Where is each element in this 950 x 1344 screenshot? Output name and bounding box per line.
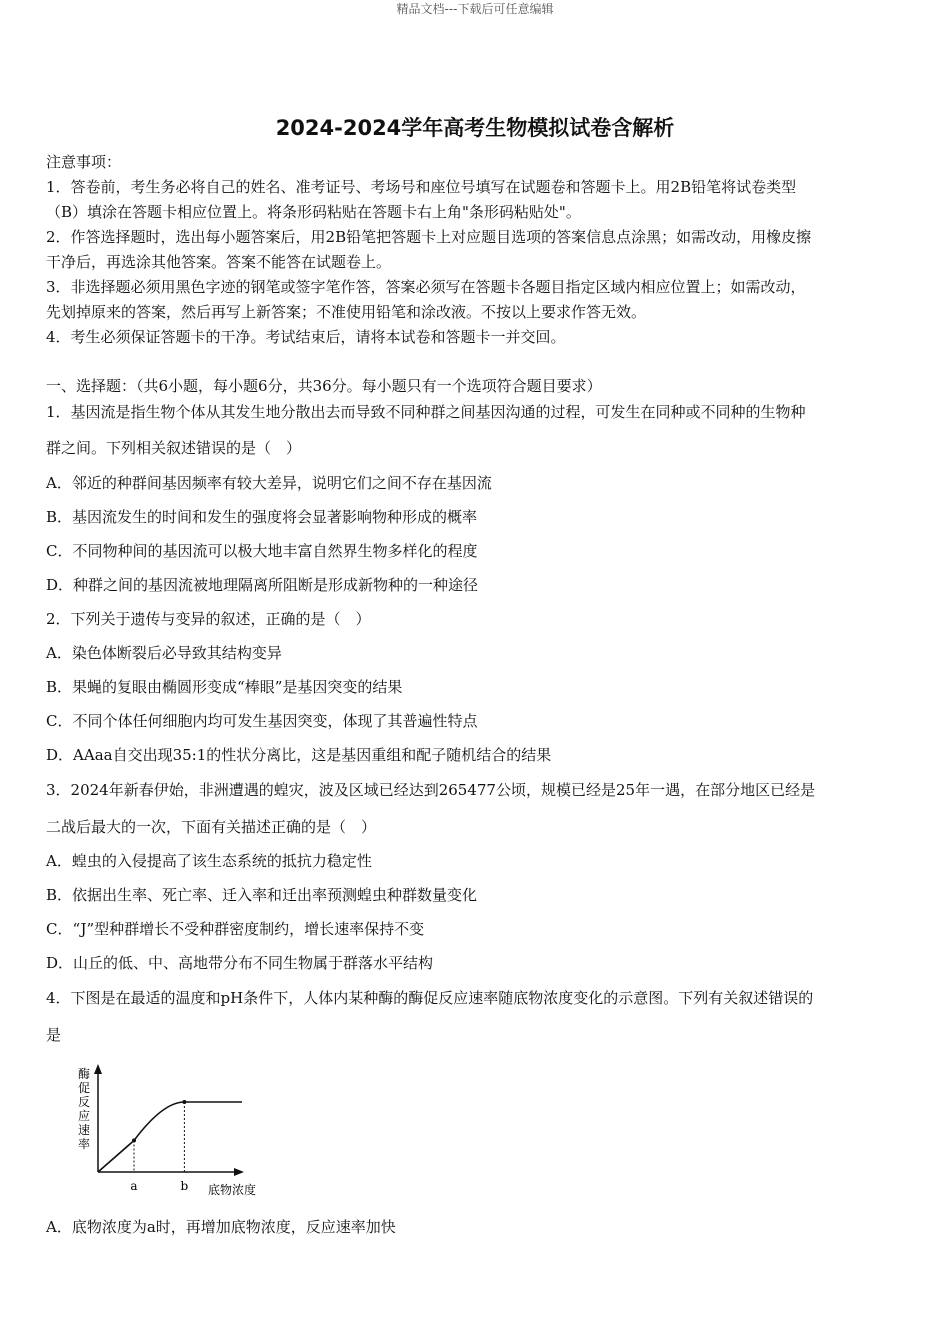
y-axis-label-char: 促 — [78, 1081, 91, 1095]
question-3-option-c: C．“J”型种群增长不受种群密度制约，增长速率保持不变 — [46, 920, 425, 938]
question-3-stem-cont: 二战后最大的一次，下面有关描述正确的是（ ） — [46, 818, 377, 836]
question-1-option-a: A．邻近的种群间基因频率有较大差异，说明它们之间不存在基因流 — [46, 474, 492, 492]
question-2-option-c: C．不同个体任何细胞内均可发生基因突变，体现了其普遍性特点 — [46, 712, 478, 730]
question-4-option-a: A．底物浓度为a时，再增加底物浓度，反应速率加快 — [46, 1218, 396, 1236]
rate-curve — [98, 1102, 242, 1172]
question-1-stem: 1．基因流是指生物个体从其发生地分散出去而导致不同种群之间基因沟通的过程，可发生在同种或不同种的生物种 — [46, 403, 806, 421]
enzyme-rate-graph — [70, 1060, 280, 1205]
notice-heading: 注意事项： — [46, 153, 122, 171]
notice-line: 4．考生必须保证答题卡的干净。考试结束后，请将本试卷和答题卡一并交回。 — [46, 328, 566, 346]
y-axis-label-char: 反 — [78, 1095, 91, 1109]
question-1-stem-cont: 群之间。下列相关叙述错误的是（ ） — [46, 439, 302, 457]
x-axis-label: 底物浓度 — [208, 1183, 257, 1197]
y-axis-label-char: 应 — [78, 1109, 91, 1123]
notice-line: 1．答卷前，考生务必将自己的姓名、准考证号、考场号和座位号填写在试题卷和答题卡上。用2B铅笔将试卷类型 — [46, 178, 797, 196]
notice-line: 3．非选择题必须用黑色字迹的钢笔或签字笔作答，答案必须写在答题卡各题目指定区域内相应位置上；如需改动， — [46, 278, 806, 296]
y-axis-label — [78, 1066, 90, 1151]
graph-svg — [70, 1060, 280, 1205]
notice-line: 先划掉原来的答案，然后再写上新答案；不准使用铅笔和涂改液。不按以上要求作答无效。 — [46, 303, 647, 321]
page-title: 2024-2024学年高考生物模拟试卷含解析 — [275, 116, 675, 140]
x-tick-a: a — [130, 1179, 138, 1193]
notice-line: （B）填涂在答题卡相应位置上。将条形码粘贴在答题卡右上角"条形码粘贴处"。 — [46, 203, 581, 221]
header-watermark: 精品文档---下载后可任意编辑 — [396, 2, 554, 16]
notice-line: 干净后，再选涂其他答案。答案不能答在试题卷上。 — [46, 253, 392, 271]
x-axis-arrow — [234, 1168, 244, 1176]
question-2-option-b: B．果蝇的复眼由椭圆形变成“棒眼”是基因突变的结果 — [46, 678, 403, 696]
y-axis-label-char: 酶 — [78, 1067, 91, 1081]
question-4-stem: 4．下图是在最适的温度和pH条件下，人体内某种酶的酶促反应速率随底物浓度变化的示意图。下列有关叙述错误的 — [46, 989, 814, 1007]
question-2-stem: 2．下列关于遗传与变异的叙述，正确的是（ ） — [46, 610, 371, 628]
question-1-option-b: B．基因流发生的时间和发生的强度将会显著影响物种形成的概率 — [46, 508, 478, 526]
question-1-option-d: D．种群之间的基因流被地理隔离所阻断是形成新物种的一种途径 — [46, 576, 479, 594]
point-a — [132, 1139, 136, 1143]
point-b — [182, 1100, 186, 1104]
question-3-option-b: B．依据出生率、死亡率、迁入率和迁出率预测蝗虫种群数量变化 — [46, 886, 478, 904]
question-3-option-a: A．蝗虫的入侵提高了该生态系统的抵抗力稳定性 — [46, 852, 372, 870]
y-axis-label-char: 率 — [78, 1137, 91, 1151]
question-4-stem-cont: 是 — [46, 1026, 62, 1044]
question-2-option-a: A．染色体断裂后必导致其结构变异 — [46, 644, 282, 662]
section-heading: 一、选择题：（共6小题，每小题6分，共36分。每小题只有一个选项符合题目要求） — [46, 377, 602, 395]
y-axis-label-char: 速 — [78, 1123, 91, 1137]
y-axis-arrow — [94, 1064, 102, 1074]
question-1-option-c: C．不同物种间的基因流可以极大地丰富自然界生物多样化的程度 — [46, 542, 478, 560]
question-3-stem: 3．2024年新春伊始，非洲遭遇的蝗灾，波及区域已经达到265477公顷，规模已经是25年一遇，在部分地区已经是 — [46, 781, 816, 799]
notice-line: 2．作答选择题时，选出每小题答案后，用2B铅笔把答题卡上对应题目选项的答案信息点涂黑；如需改动，用橡皮擦 — [46, 228, 812, 246]
x-tick-b: b — [180, 1179, 189, 1193]
question-3-option-d: D．山丘的低、中、高地带分布不同生物属于群落水平结构 — [46, 954, 434, 972]
question-2-option-d: D．AAaa自交出现35:1的性状分离比，这是基因重组和配子随机结合的结果 — [46, 746, 552, 764]
